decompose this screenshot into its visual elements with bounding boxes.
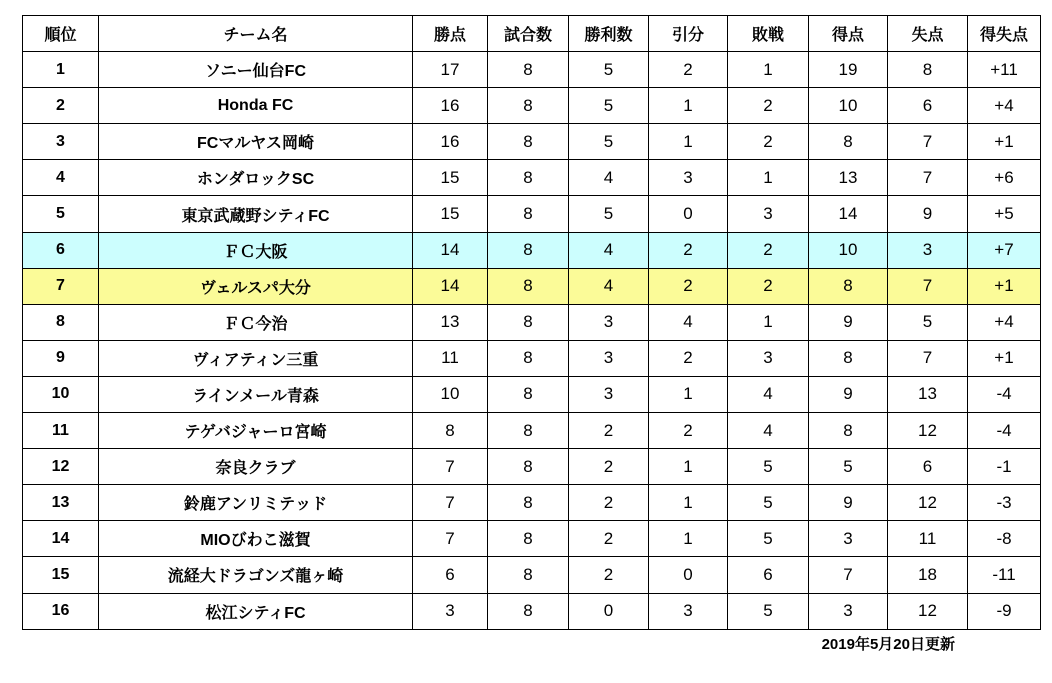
cell-team-name: ＦＣ今治 [99,304,413,340]
cell-wins: 0 [569,593,649,629]
cell-goal-difference: -4 [968,413,1041,449]
cell-wins: 5 [569,196,649,232]
cell-goal-difference: -1 [968,449,1041,485]
cell-points: 7 [413,485,488,521]
cell-rank: 16 [23,593,99,629]
cell-losses: 4 [728,376,809,412]
table-row [23,485,1041,521]
cell-losses: 2 [728,232,809,268]
cell-points: 14 [413,232,488,268]
table-row [23,124,1041,160]
cell-losses: 1 [728,160,809,196]
cell-goal-difference: +1 [968,124,1041,160]
cell-goals-against: 6 [888,449,968,485]
cell-draws: 1 [649,376,728,412]
header-points: 勝点 [413,16,488,52]
table-row [23,232,1041,268]
cell-team-name: ヴィアティン三重 [99,340,413,376]
cell-goals-against: 12 [888,413,968,449]
cell-team-name: 松江シティFC [99,593,413,629]
cell-rank: 11 [23,413,99,449]
table-row [23,340,1041,376]
cell-matches-played: 8 [488,340,569,376]
cell-draws: 1 [649,521,728,557]
cell-draws: 3 [649,160,728,196]
cell-wins: 2 [569,521,649,557]
cell-points: 15 [413,196,488,232]
header-goal-difference: 得失点 [968,16,1041,52]
cell-goals-for: 8 [809,413,888,449]
cell-wins: 2 [569,485,649,521]
cell-rank: 8 [23,304,99,340]
header-draws: 引分 [649,16,728,52]
cell-rank: 3 [23,124,99,160]
cell-goals-for: 9 [809,376,888,412]
cell-team-name: ラインメール青森 [99,376,413,412]
cell-goal-difference: -11 [968,557,1041,593]
cell-team-name: テゲバジャーロ宮崎 [99,413,413,449]
cell-rank: 14 [23,521,99,557]
cell-losses: 2 [728,124,809,160]
cell-goals-against: 3 [888,232,968,268]
cell-points: 16 [413,88,488,124]
cell-goals-for: 8 [809,268,888,304]
cell-matches-played: 8 [488,449,569,485]
cell-matches-played: 8 [488,557,569,593]
cell-draws: 0 [649,557,728,593]
cell-wins: 2 [569,557,649,593]
cell-draws: 2 [649,232,728,268]
cell-goals-against: 7 [888,124,968,160]
cell-goals-against: 8 [888,52,968,88]
cell-goals-for: 14 [809,196,888,232]
header-wins: 勝利数 [569,16,649,52]
header-goals-for: 得点 [809,16,888,52]
cell-matches-played: 8 [488,521,569,557]
header-goals-against: 失点 [888,16,968,52]
cell-goal-difference: +1 [968,340,1041,376]
cell-rank: 7 [23,268,99,304]
cell-draws: 2 [649,52,728,88]
cell-rank: 9 [23,340,99,376]
cell-goals-against: 13 [888,376,968,412]
header-row [23,16,1041,52]
cell-goals-for: 7 [809,557,888,593]
cell-matches-played: 8 [488,160,569,196]
cell-wins: 5 [569,88,649,124]
cell-draws: 1 [649,88,728,124]
cell-goals-for: 5 [809,449,888,485]
cell-goals-against: 7 [888,340,968,376]
cell-goals-against: 12 [888,593,968,629]
cell-goals-against: 7 [888,268,968,304]
cell-rank: 13 [23,485,99,521]
cell-goals-for: 3 [809,593,888,629]
cell-points: 10 [413,376,488,412]
cell-points: 6 [413,557,488,593]
cell-wins: 3 [569,376,649,412]
cell-draws: 3 [649,593,728,629]
cell-goals-against: 11 [888,521,968,557]
cell-rank: 2 [23,88,99,124]
cell-wins: 3 [569,340,649,376]
table-row [23,521,1041,557]
cell-wins: 2 [569,413,649,449]
cell-matches-played: 8 [488,124,569,160]
table-row [23,413,1041,449]
cell-team-name: FCマルヤス岡崎 [99,124,413,160]
header-rank: 順位 [23,16,99,52]
cell-goal-difference: +5 [968,196,1041,232]
cell-goal-difference: -4 [968,376,1041,412]
header-losses: 敗戦 [728,16,809,52]
cell-rank: 1 [23,52,99,88]
cell-goal-difference: +4 [968,304,1041,340]
cell-matches-played: 8 [488,376,569,412]
cell-matches-played: 8 [488,196,569,232]
cell-matches-played: 8 [488,232,569,268]
cell-goals-for: 10 [809,232,888,268]
cell-wins: 5 [569,124,649,160]
cell-team-name: ホンダロックSC [99,160,413,196]
cell-team-name: MIOびわこ滋賀 [99,521,413,557]
cell-draws: 1 [649,449,728,485]
cell-matches-played: 8 [488,304,569,340]
cell-losses: 5 [728,485,809,521]
cell-team-name: Honda FC [99,88,413,124]
cell-points: 3 [413,593,488,629]
cell-rank: 6 [23,232,99,268]
cell-losses: 5 [728,593,809,629]
cell-points: 8 [413,413,488,449]
cell-wins: 3 [569,304,649,340]
cell-rank: 5 [23,196,99,232]
cell-team-name: 東京武蔵野シティFC [99,196,413,232]
cell-points: 7 [413,521,488,557]
table-row [23,88,1041,124]
header-matches-played: 試合数 [488,16,569,52]
cell-goals-against: 18 [888,557,968,593]
cell-losses: 4 [728,413,809,449]
cell-draws: 2 [649,268,728,304]
cell-losses: 5 [728,521,809,557]
cell-rank: 4 [23,160,99,196]
cell-losses: 1 [728,304,809,340]
cell-team-name: ＦＣ大阪 [99,232,413,268]
cell-team-name: 奈良クラブ [99,449,413,485]
cell-goals-for: 19 [809,52,888,88]
cell-team-name: 鈴鹿アンリミテッド [99,485,413,521]
cell-goal-difference: +7 [968,232,1041,268]
table-row [23,52,1041,88]
cell-goals-for: 9 [809,485,888,521]
cell-losses: 2 [728,268,809,304]
cell-matches-played: 8 [488,52,569,88]
cell-losses: 1 [728,52,809,88]
cell-goals-for: 3 [809,521,888,557]
header-team-name: チーム名 [99,16,413,52]
cell-goals-against: 9 [888,196,968,232]
table-row [23,304,1041,340]
cell-wins: 2 [569,449,649,485]
cell-matches-played: 8 [488,88,569,124]
cell-team-name: ソニー仙台FC [99,52,413,88]
table-row [23,268,1041,304]
cell-points: 13 [413,304,488,340]
last-updated-note: 2019年5月20日更新 [821,635,955,653]
cell-points: 14 [413,268,488,304]
cell-draws: 2 [649,413,728,449]
cell-losses: 2 [728,88,809,124]
cell-goals-against: 6 [888,88,968,124]
cell-goal-difference: -9 [968,593,1041,629]
cell-goal-difference: +11 [968,52,1041,88]
cell-losses: 3 [728,340,809,376]
cell-draws: 1 [649,124,728,160]
cell-goals-against: 7 [888,160,968,196]
cell-goal-difference: +6 [968,160,1041,196]
cell-rank: 15 [23,557,99,593]
cell-goals-for: 13 [809,160,888,196]
cell-matches-played: 8 [488,268,569,304]
cell-goals-against: 12 [888,485,968,521]
cell-goals-for: 8 [809,124,888,160]
table-row [23,593,1041,629]
cell-team-name: ヴェルスパ大分 [99,268,413,304]
cell-wins: 4 [569,232,649,268]
cell-goal-difference: +4 [968,88,1041,124]
table-row [23,196,1041,232]
cell-points: 15 [413,160,488,196]
cell-goal-difference: -8 [968,521,1041,557]
cell-points: 11 [413,340,488,376]
cell-wins: 4 [569,160,649,196]
cell-draws: 2 [649,340,728,376]
cell-goals-for: 8 [809,340,888,376]
cell-rank: 10 [23,376,99,412]
cell-draws: 0 [649,196,728,232]
table-row [23,449,1041,485]
cell-matches-played: 8 [488,593,569,629]
standings-table [22,15,1041,630]
cell-losses: 5 [728,449,809,485]
table-row [23,557,1041,593]
cell-draws: 4 [649,304,728,340]
cell-wins: 5 [569,52,649,88]
table-row [23,160,1041,196]
cell-goal-difference: -3 [968,485,1041,521]
cell-points: 16 [413,124,488,160]
table-row [23,376,1041,412]
cell-losses: 3 [728,196,809,232]
cell-goals-for: 10 [809,88,888,124]
cell-goals-against: 5 [888,304,968,340]
cell-team-name: 流経大ドラゴンズ龍ヶ崎 [99,557,413,593]
cell-goal-difference: +1 [968,268,1041,304]
cell-rank: 12 [23,449,99,485]
cell-goals-for: 9 [809,304,888,340]
cell-points: 7 [413,449,488,485]
cell-wins: 4 [569,268,649,304]
cell-matches-played: 8 [488,413,569,449]
cell-matches-played: 8 [488,485,569,521]
cell-draws: 1 [649,485,728,521]
cell-losses: 6 [728,557,809,593]
cell-points: 17 [413,52,488,88]
